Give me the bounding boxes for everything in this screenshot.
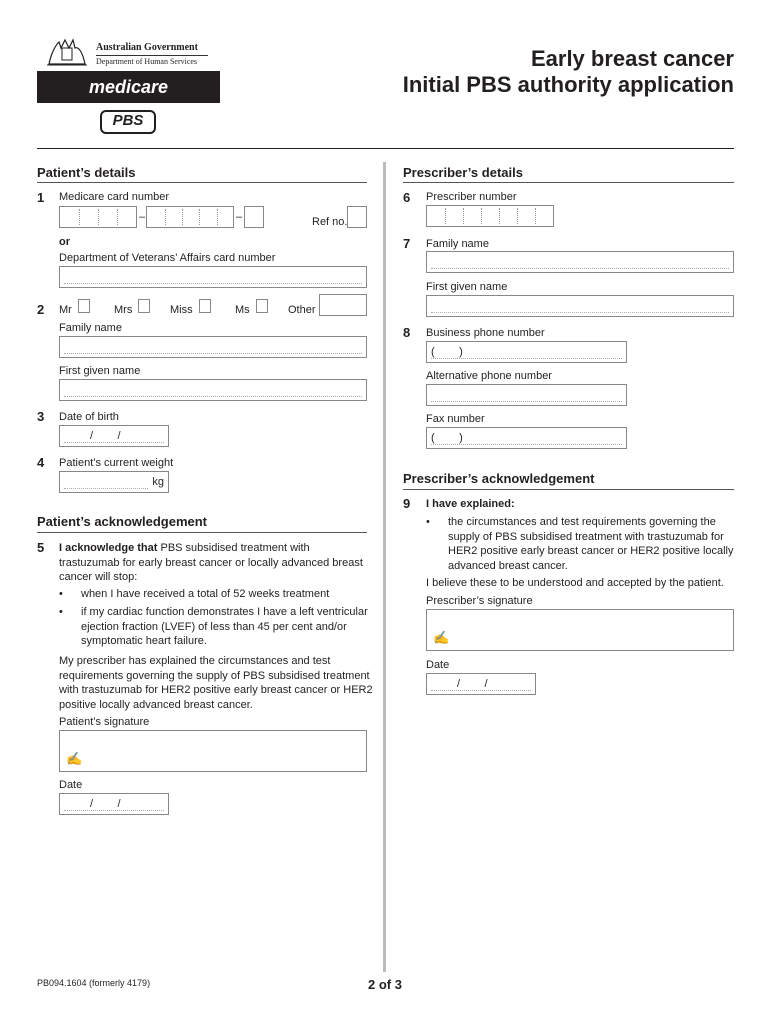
fax-parens: ( ) [431,432,463,444]
patient-details-heading: Patient’s details [37,165,136,180]
q8-number: 8 [403,325,411,340]
ref-no-label: Ref no. [312,216,348,228]
dva-card-label: Department of Veterans’ Affairs card number [59,252,276,264]
dva-card-input[interactable] [59,266,367,288]
prescriber-family-name-input[interactable] [426,251,734,273]
prescriber-signature-label: Prescriber’s signature [426,595,533,607]
patient-ack-para: My prescriber has explained the circumstances and test requirements governing the supply of PBS subsidised treatment with trastuzumab for HER2 positive early breast cancer or HER2 positive locally advanced breast cancer. [59,655,373,711]
signature-icon: ✍ [433,630,450,645]
govt-line-1: Australian Government [96,42,198,53]
form-code: PB094.1604 (formerly 4179) [37,978,151,988]
prescriber-given-name-label: First given name [426,281,508,293]
title-other-input[interactable] [319,294,367,316]
title-miss-label: Miss [170,304,193,316]
dob-input[interactable] [59,425,169,447]
alt-phone-label: Alternative phone number [426,370,552,382]
medicare-number-part3[interactable] [244,206,264,228]
prescriber-date-label: Date [426,659,450,671]
title-mrs-checkbox[interactable] [138,299,150,313]
i-have-explained: I have explained: [426,498,515,510]
prescriber-signature-input[interactable] [426,609,734,651]
prescriber-number-label: Prescriber number [426,191,517,203]
prescriber-given-name-input[interactable] [426,295,734,317]
prescriber-number-input[interactable] [426,205,554,227]
title-miss-checkbox[interactable] [199,299,211,313]
patient-signature-label: Patient’s signature [59,716,150,728]
title-ms-checkbox[interactable] [256,299,268,313]
patient-ack-intro: I acknowledge that PBS subsidised treatment with [59,542,310,554]
q6-number: 6 [403,190,411,205]
prescriber-date-separators: / / [457,678,488,690]
or-label: or [59,236,70,248]
patient-date-input[interactable] [59,793,169,815]
patient-family-name-input[interactable] [59,336,367,358]
weight-unit: kg [152,476,164,488]
weight-input[interactable] [59,471,169,493]
q7-number: 7 [403,236,411,251]
dob-label: Date of birth [59,411,119,423]
pbs-logo-text: PBS [112,112,144,129]
patient-date-label: Date [59,779,83,791]
signature-icon: ✍ [66,751,83,766]
q3-number: 3 [37,409,45,424]
fax-input[interactable] [426,427,627,449]
column-divider [383,162,386,972]
q4-number: 4 [37,455,45,470]
q1-number: 1 [37,190,45,205]
fax-label: Fax number [426,413,485,425]
prescriber-ack-heading: Prescriber’s acknowledgement [403,471,595,486]
form-title-line-1: Early breast cancer [530,46,734,71]
business-phone-input[interactable] [426,341,627,363]
alt-phone-input[interactable] [426,384,627,406]
form-title-line-2: Initial PBS authority application [402,72,734,97]
q9-number: 9 [403,496,411,511]
q2-number: 2 [37,302,45,317]
title-ms-label: Ms [235,304,250,316]
i-believe-text: I believe these to be understood and accepted by the patient. [426,577,724,589]
patient-given-name-label: First given name [59,365,141,377]
business-phone-parens: ( ) [431,346,463,358]
weight-label: Patient’s current weight [59,457,174,469]
patient-date-separators: / / [90,798,121,810]
patient-ack-line3: cancer will stop: [59,571,138,583]
prescriber-details-heading: Prescriber’s details [403,165,523,180]
patient-ack-heading: Patient’s acknowledgement [37,514,208,529]
coat-of-arms-icon [45,36,89,66]
patient-given-name-input[interactable] [59,379,367,401]
page-number: 2 of 3 [368,977,402,992]
prescriber-date-input[interactable] [426,673,536,695]
patient-ack-line2: trastuzumab for early breast cancer or locally advanced breast [59,557,363,569]
prescriber-family-name-label: Family name [426,238,489,250]
govt-line-2: Department of Human Services [96,57,198,66]
title-mrs-label: Mrs [114,304,133,316]
ref-no-input[interactable] [347,206,367,228]
business-phone-label: Business phone number [426,327,545,339]
q5-number: 5 [37,540,45,555]
title-other-label: Other [288,304,316,316]
title-mr-label: Mr [59,304,72,316]
title-mr-checkbox[interactable] [78,299,90,313]
medicare-number-part1[interactable] [59,206,137,228]
medicare-logo-text: medicare [88,77,169,97]
medicare-number-part2[interactable] [146,206,234,228]
patient-family-name-label: Family name [59,322,122,334]
medicare-card-label: Medicare card number [59,191,170,203]
patient-signature-input[interactable] [59,730,367,772]
dob-separators: / / [90,430,121,442]
